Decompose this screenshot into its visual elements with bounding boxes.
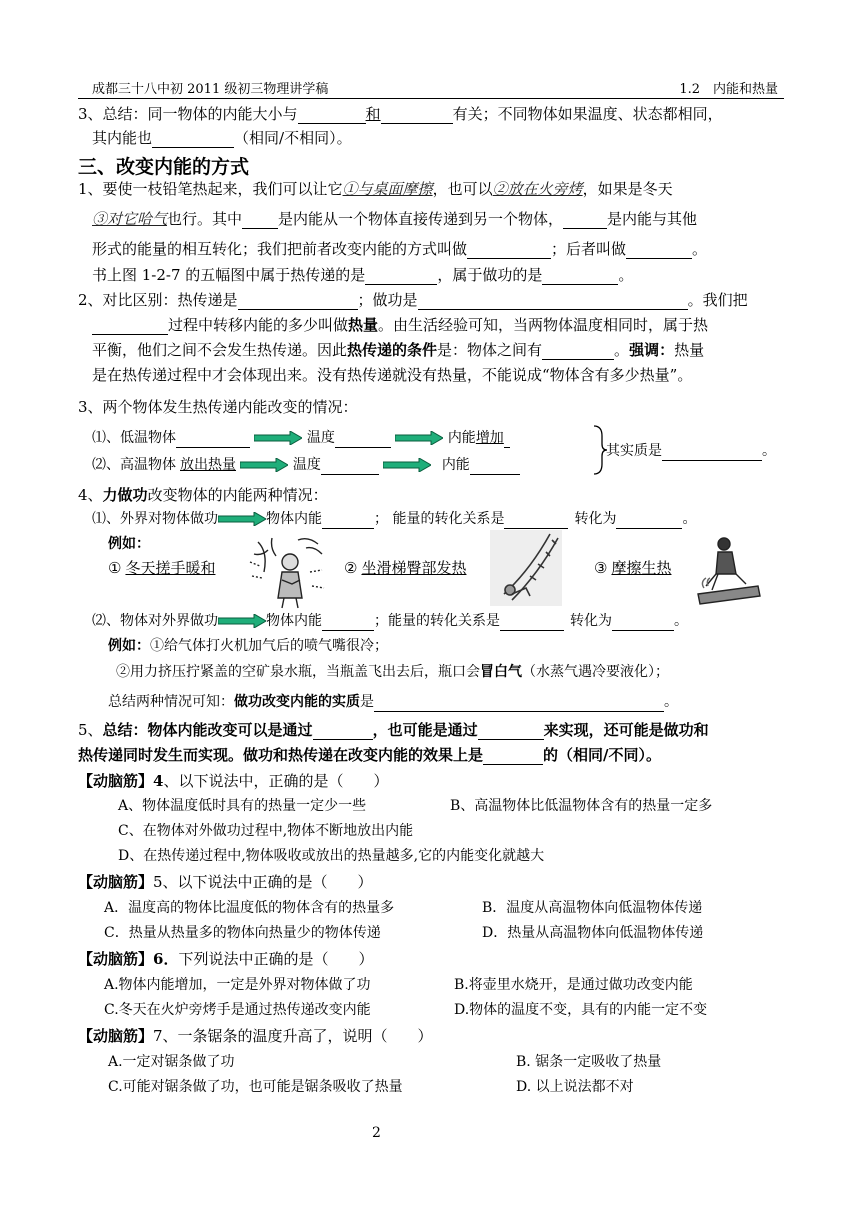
- blank[interactable]: [563, 212, 607, 229]
- q7-option-d: D. 以上说法都不对: [516, 1079, 634, 1095]
- q6-option-a: A.物体内能增加，一定是外界对物体做了功: [104, 977, 371, 993]
- example-2-line-2: ②用力挤压拧紧盖的空矿泉水瓶，当瓶盖飞出去后，瓶口会冒白气（水蒸气遇冷要液化）；: [116, 664, 669, 680]
- work-case-2: ⑵、物体对外界做功 物体内能 ；能量的转化关系是 转化为 。: [92, 613, 688, 629]
- arrow-right-icon: [383, 458, 431, 472]
- arrow-right-icon: [218, 614, 266, 628]
- blank[interactable]: [467, 242, 551, 259]
- blank[interactable]: [242, 212, 278, 229]
- summary-line-2: 其内能也 （相同/不相同）。: [92, 129, 352, 147]
- page-header: [92, 78, 784, 98]
- question-4: 【动脑筋】4、以下说法中，正确的是（ ）: [78, 772, 389, 790]
- question-5: 【动脑筋】5、以下说法中正确的是（ ）: [78, 873, 373, 891]
- q5-option-c: C．热量从热量多的物体向热量少的物体传递: [104, 925, 381, 941]
- q7-option-c: C.可能对锯条做了功，也可能是锯条吸收了热量: [108, 1079, 403, 1095]
- q4-option-d: D、在热传递过程中,物体吸收或放出的热量越多,它的内能变化就越大: [118, 848, 545, 864]
- blank[interactable]: [381, 107, 453, 124]
- example-2: ② 坐滑梯臀部发热: [344, 559, 467, 577]
- item5-line-2: 热传递同时发生而实现。做功和热传递在改变内能的效果上是 的（相同/不同）。: [78, 746, 661, 764]
- summary-work: 总结两种情况可知：做功改变内能的实质是 。: [108, 694, 678, 710]
- arrow-right-icon: [395, 431, 443, 445]
- blank[interactable]: [298, 107, 366, 124]
- blank[interactable]: [612, 614, 674, 631]
- item2-line-3: 平衡，他们之间不会发生热传递。因此热传递的条件是：物体之间有 。强调：热量: [92, 341, 705, 359]
- blank[interactable]: [365, 268, 437, 285]
- q6-option-b: B.将壶里水烧开，是通过做功改变内能: [454, 977, 693, 993]
- blank[interactable]: [500, 614, 564, 631]
- summary-line-1: 3、总结：同一物体的内能大小与 和 有关；不同物体如果温度、状态都相同，: [78, 105, 723, 123]
- q4-option-c: C、在物体对外做功过程中,物体不断地放出内能: [118, 823, 414, 839]
- header-right: 1.2 内能和热量: [679, 82, 778, 97]
- section-title: 三、改变内能的方式: [78, 156, 250, 178]
- q5-option-d: D．热量从高温物体向低温物体传递: [482, 925, 704, 941]
- slide-illustration: [490, 530, 562, 606]
- q7-option-b: B. 锯条一定吸收了热量: [516, 1054, 662, 1070]
- blank[interactable]: [92, 318, 168, 335]
- item2-line-4: 是在热传递过程中才会体现出来。没有热传递就没有热量，不能说成“物体含有多少热量”。: [92, 366, 693, 384]
- q6-option-c: C.冬天在火炉旁烤手是通过热传递改变内能: [104, 1002, 371, 1018]
- blank[interactable]: [542, 343, 614, 360]
- item1-line-2: ③对它哈气也行。其中 是内能从一个物体直接传递到另一个物体， 是内能与其他: [92, 210, 698, 228]
- blank[interactable]: [176, 431, 250, 448]
- blank[interactable]: [662, 444, 762, 461]
- item1-line-4: 书上图 1-2-7 的五幅图中属于热传递的是 ，属于做功的是 。: [92, 266, 634, 284]
- blank[interactable]: [616, 512, 682, 529]
- blank[interactable]: [542, 268, 618, 285]
- blank[interactable]: [483, 748, 543, 765]
- blank[interactable]: [238, 293, 358, 310]
- blank[interactable]: [321, 458, 379, 475]
- friction-fire-illustration: [694, 534, 762, 606]
- blank[interactable]: [152, 131, 234, 148]
- example-2-line-1: 例如：①给气体打火机加气后的喷气嘴很冷；: [108, 638, 388, 654]
- item4-title: 4、力做功改变物体的内能两种情况：: [78, 486, 328, 504]
- q5-option-b: B．温度从高温物体向低温物体传递: [482, 900, 703, 916]
- item5-line-1: 5、总结：物体内能改变可以是通过 ，也可能是通过 来实现，还可能是做功和: [78, 721, 709, 739]
- page-number: 2: [372, 1125, 381, 1141]
- header-rule: [78, 98, 784, 99]
- q7-option-a: A.一定对锯条做了功: [108, 1054, 235, 1070]
- question-7: 【动脑筋】7、一条锯条的温度升高了，说明（ ）: [78, 1027, 433, 1045]
- header-left: 成都三十八中初 2011 级初三物理讲学稿: [92, 82, 329, 97]
- work-case-1: ⑴、外界对物体做功 物体内能 ； 能量的转化关系是 转化为 。: [92, 511, 697, 527]
- question-6: 【动脑筋】6．下列说法中正确的是（ ）: [78, 950, 374, 968]
- example-label: 例如：: [108, 536, 150, 552]
- blank[interactable]: [478, 723, 544, 740]
- item2-line-2: 过程中转移内能的多少叫做热量。由生活经验可知，当两物体温度相同时，属于热: [92, 315, 708, 335]
- handwritten-answer: ①与桌面摩擦: [342, 180, 433, 198]
- item2-line-1: 2、对比区别：热传递是 ；做功是 。我们把: [78, 291, 748, 309]
- q6-option-d: D.物体的温度不变，具有的内能一定不变: [454, 1002, 708, 1018]
- blank[interactable]: [626, 242, 692, 259]
- item1-line-1: 1、要使一枝铅笔热起来，我们可以让它①与桌面摩擦，也可以②放在火旁烤，如果是冬天: [78, 180, 673, 198]
- example-3: ③ 摩擦生热: [594, 559, 672, 577]
- q4-option-a: A、物体温度低时具有的热量一定少一些: [118, 798, 367, 814]
- handwritten-answer: ②放在火旁烤: [492, 180, 583, 198]
- blank[interactable]: [504, 512, 568, 529]
- arrow-right-icon: [254, 431, 302, 445]
- winter-rubbing-hands-illustration: [248, 532, 328, 610]
- blank[interactable]: [374, 695, 664, 712]
- blank[interactable]: [418, 293, 688, 310]
- blank[interactable]: [470, 458, 520, 475]
- essence-line: 其实质是 。: [606, 443, 776, 459]
- q5-option-a: A．温度高的物体比温度低的物体含有的热量多: [104, 900, 395, 916]
- arrow-right-icon: [218, 512, 266, 526]
- transfer-row-1: ⑴、低温物体 温度 内能增加: [92, 428, 510, 448]
- blank[interactable]: [322, 512, 374, 529]
- item3-title: 3、两个物体发生热传递内能改变的情况：: [78, 398, 358, 416]
- transfer-row-2: ⑵、高温物体 放出热量 温度 内能: [92, 455, 520, 475]
- item1-line-3: 形式的能量的相互转化；我们把前者改变内能的方式叫做 ；后者叫做 。: [92, 240, 708, 258]
- handwritten-answer: ③对它哈气: [92, 210, 168, 228]
- blank[interactable]: [322, 614, 374, 631]
- arrow-right-icon: [240, 458, 288, 472]
- blank[interactable]: [335, 431, 391, 448]
- blank[interactable]: [313, 723, 373, 740]
- example-1: ① 冬天搓手暖和: [108, 559, 216, 577]
- q4-option-b: B、高温物体比低温物体含有的热量一定多: [450, 798, 713, 814]
